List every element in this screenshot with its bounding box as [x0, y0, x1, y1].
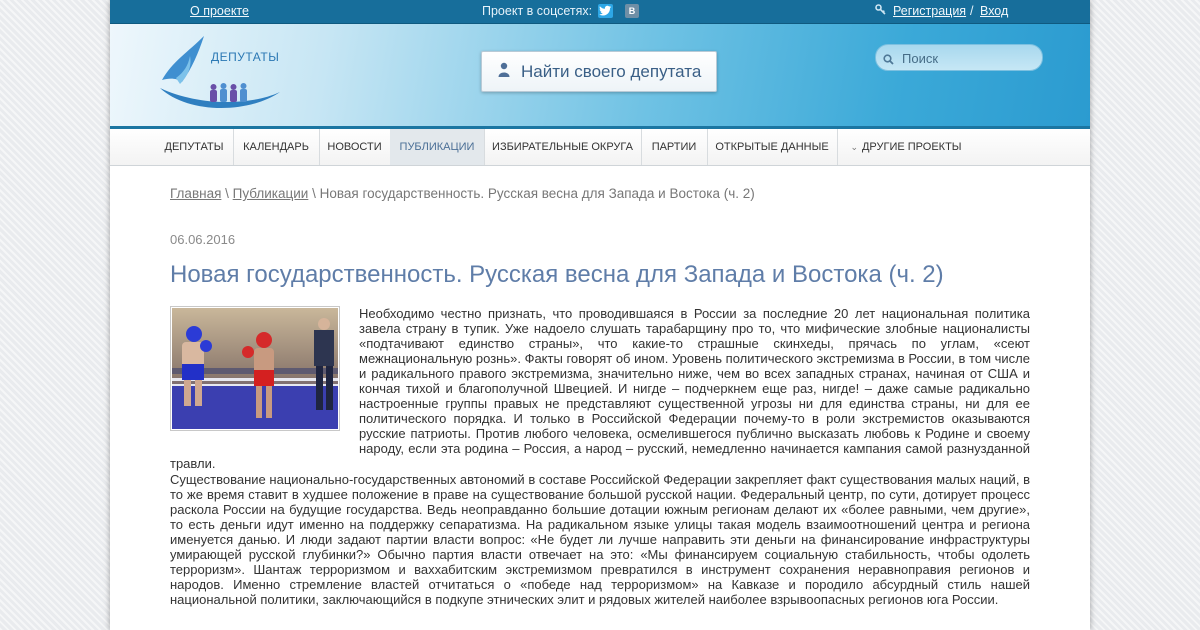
main-nav	[110, 129, 1090, 166]
search-input[interactable]	[900, 48, 1036, 68]
article-date: 06.06.2016	[170, 232, 236, 247]
breadcrumb	[170, 186, 755, 201]
nav-item-other-projects-label: ДРУГИЕ ПРОЕКТЫ	[861, 141, 962, 153]
find-deputy-label: Найти своего депутата	[521, 62, 702, 81]
nav-item-other-projects[interactable]	[838, 129, 974, 165]
site-logo[interactable]	[158, 32, 288, 112]
chevron-down-icon: ⌄	[850, 142, 858, 152]
article-paragraph-2: Существование национально-государственных автономий в составе Российской Федерации закрепляет факт существования малых наций, в то же время ставит в худшее положение в праве на существование большой русской нации. Федеральный центр, по сути, дотирует процесс раскола России на будущие государства. Ведь неоправданно большие дотации южным регионам делают их «более равными, чем другие», то есть деньги идут именно на поддержку сепаратизма. На радикальном языке улицы такая модель взаимоотношений центра и региона именуется данью. И люди задают партии власти вопрос: «Не будет ли лучше направить эти деньги на финансирование инфраструктуры умирающей русской глубинки?» Обычно партия власти отвечает на это: «Мы финансируем социальную стабильность, чтобы одолеть терроризм». Шантаж терроризмом и ваххабитским экстремизмом превратился в инструмент сохранения неравноправия регионов и народов. Именно стремление властей отчитаться о «победе над терроризмом» на Кавказе и породило абсурдный стиль нашей национальной политики, заключающийся в подкупе этнических элит и рядовых жителей наиболее взрывоопасных регионов юга России.	[170, 472, 1030, 607]
article-paragraph-1-text: Необходимо честно признать, что проводившаяся в России за последние 20 лет национальная политика завела страну в тупик. Уже надоело слушать тарабарщину про то, что мифические злобные националисты «подтачивают единство страны», что какие-то страшные скинхеды, прячась по углам, «сеют межнациональную рознь». Факты говорят об ином. Уровень политического экстремизма в России, в том числе и радикального правого экстремизма, значительно ниже, чем во всех западных странах, начиная от США и кончая тихой и благополучной Швецией. И нигде – подчеркнем еще раз, нигде! – даже самые радикально настроенные группы правых не представляют существенной угрозы ни для единства страны, ни для ее политического порядка. И только в Российской Федерации почему-то в роли экстремистов оказываются русские патриоты. Против любого человека, осмелившегося публично высказать любовь к Родине и своему народу, если эта родина – Россия, а народ – русский, немедленно начинается кампания самой разнузданной травли.	[170, 306, 1030, 471]
header	[110, 24, 1090, 126]
nav-item-news[interactable]: НОВОСТИ	[319, 129, 391, 165]
login-link[interactable]: Вход	[980, 4, 1009, 18]
nav-item-districts[interactable]: ИЗБИРАТЕЛЬНЫЕ ОКРУГА	[484, 129, 642, 165]
search-icon	[883, 52, 894, 63]
search-box[interactable]	[875, 44, 1043, 71]
article-title: Новая государственность. Русская весна для Запада и Востока (ч. 2)	[170, 261, 944, 288]
page	[110, 0, 1090, 630]
nav-item-deputies[interactable]: ДЕПУТАТЫ	[155, 129, 234, 165]
register-link[interactable]: Регистрация	[893, 4, 967, 18]
about-link[interactable]: О проекте	[190, 4, 249, 18]
nav-item-publications[interactable]: ПУБЛИКАЦИИ	[390, 129, 485, 165]
twitter-icon[interactable]	[598, 4, 613, 18]
article-paragraph-1	[170, 306, 1030, 471]
nav-item-calendar[interactable]: КАЛЕНДАРЬ	[233, 129, 320, 165]
breadcrumb-sep: \	[308, 186, 320, 201]
top-bar	[110, 0, 1090, 24]
find-deputy-button[interactable]	[481, 51, 717, 92]
key-icon	[875, 4, 886, 15]
nav-item-parties[interactable]: ПАРТИИ	[641, 129, 708, 165]
breadcrumb-current: Новая государственность. Русская весна для Запада и Востока (ч. 2)	[319, 186, 755, 201]
social-label: Проект в соцсетях:	[482, 4, 593, 18]
breadcrumb-publications[interactable]: Публикации	[232, 186, 309, 201]
vk-icon[interactable]: В	[625, 4, 639, 18]
breadcrumb-home[interactable]: Главная	[170, 186, 222, 201]
breadcrumb-sep: \	[221, 186, 233, 201]
logo-text: ДЕПУТАТЫ	[211, 50, 280, 64]
photo-spacer	[170, 306, 359, 456]
person-icon	[498, 62, 510, 78]
auth-separator: /	[970, 4, 974, 18]
nav-item-open-data[interactable]: ОТКРЫТЫЕ ДАННЫЕ	[707, 129, 838, 165]
